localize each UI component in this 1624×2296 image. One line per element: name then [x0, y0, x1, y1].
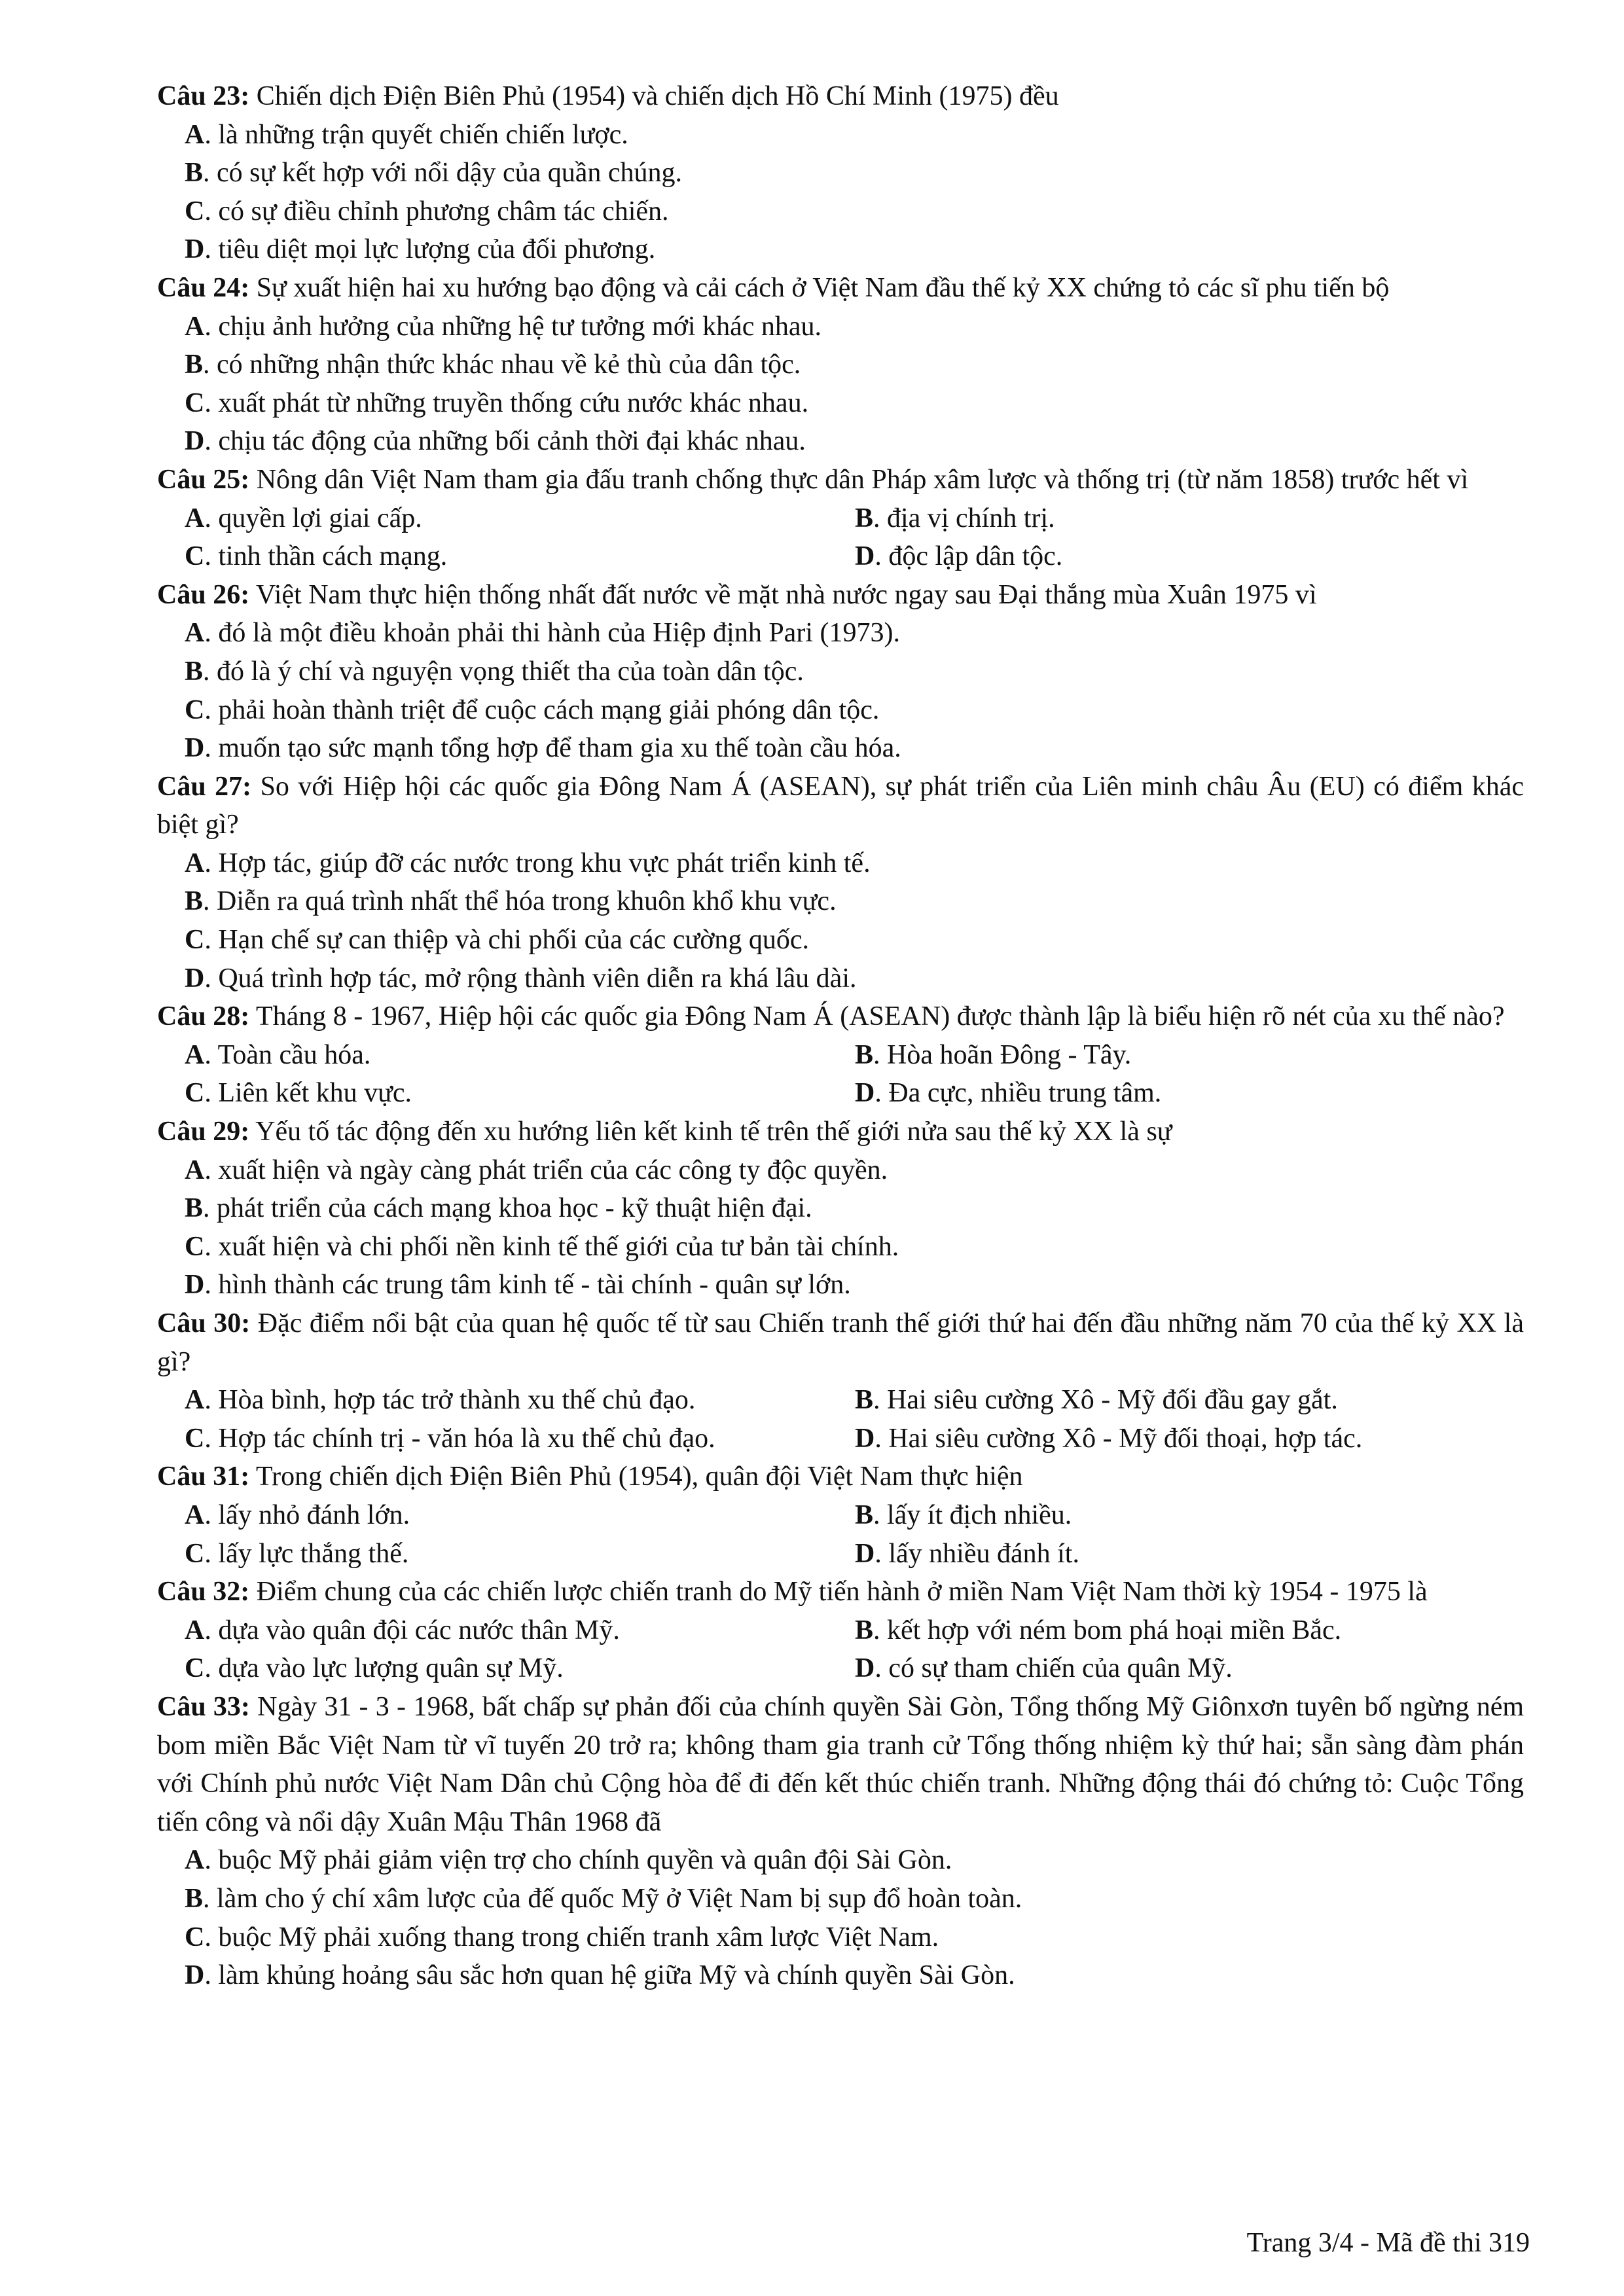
answer-option-b[interactable]: B. phát triển của cách mạng khoa học - kỹ thuật hiện đại. — [185, 1193, 812, 1224]
question-text: Sự xuất hiện hai xu hướng bạo động và cải cách ở Việt Nam đầu thế kỷ XX chứng tỏ các sĩ phu tiến bộ — [256, 272, 1390, 303]
option-text: có sự kết hợp với nổi dậy của quần chúng. — [217, 158, 683, 188]
answer-option-b[interactable]: B. Hai siêu cường Xô - Mỹ đối đầu gay gắt. — [855, 1385, 1338, 1416]
answer-option-a[interactable]: A. lấy nhỏ đánh lớn. — [185, 1499, 410, 1530]
option-text: địa vị chính trị. — [887, 503, 1055, 533]
answer-option-c[interactable]: C. xuất phát từ những truyền thống cứu nước khác nhau. — [185, 387, 809, 418]
option-text: xuất hiện và chi phối nền kinh tế thế giới của tư bản tài chính. — [218, 1231, 899, 1262]
option-text: hình thành các trung tâm kinh tế - tài chính - quân sự lớn. — [218, 1270, 851, 1300]
answer-option-d[interactable]: D. chịu tác động của những bối cảnh thời đại khác nhau. — [185, 426, 806, 457]
option-key: A — [185, 1039, 205, 1070]
answer-option-d[interactable]: D. làm khủng hoảng sâu sắc hơn quan hệ giữa Mỹ và chính quyền Sài Gòn. — [185, 1960, 1015, 1991]
question-block — [157, 1304, 1524, 1458]
option-key: B — [185, 656, 204, 687]
question-number: Câu 28: — [157, 1001, 250, 1032]
option-key: B — [185, 1883, 204, 1914]
option-key: B — [185, 1193, 204, 1224]
question-number: Câu 25: — [157, 464, 250, 495]
question-block — [157, 576, 1524, 768]
option-key: D — [855, 1078, 875, 1109]
answer-option-a[interactable]: A. buộc Mỹ phải giảm viện trợ cho chính quyền và quân đội Sài Gòn. — [185, 1845, 952, 1876]
option-key: D — [855, 1653, 875, 1684]
option-key: C — [185, 1538, 205, 1569]
option-key: A — [185, 119, 205, 150]
option-key: C — [185, 1922, 205, 1952]
answer-options — [157, 1611, 1524, 1688]
answer-options — [157, 116, 1524, 269]
question-text: Điểm chung của các chiến lược chiến tranh do Mỹ tiến hành ở miền Nam Việt Nam thời kỳ 1954 - 1975 là — [256, 1577, 1428, 1607]
question-block — [157, 77, 1524, 269]
option-key: D — [185, 426, 205, 457]
option-text: muốn tạo sức mạnh tổng hợp để tham gia xu thế toàn cầu hóa. — [218, 733, 901, 764]
option-text: làm cho ý chí xâm lược của đế quốc Mỹ ở Việt Nam bị sụp đổ hoàn toàn. — [217, 1883, 1022, 1914]
answer-option-d[interactable]: D. tiêu diệt mọi lực lượng của đối phương. — [185, 234, 656, 265]
option-key: C — [185, 1653, 205, 1684]
answer-option-a[interactable]: A. chịu ảnh hưởng của những hệ tư tưởng mới khác nhau. — [185, 311, 822, 342]
option-key: A — [185, 1615, 205, 1645]
question-block — [157, 269, 1524, 461]
question-stem — [157, 269, 1524, 308]
question-block — [157, 1113, 1524, 1304]
option-key: D — [185, 1960, 205, 1991]
question-stem — [157, 1688, 1524, 1841]
option-text: Hai siêu cường Xô - Mỹ đối thoại, hợp tác. — [888, 1423, 1363, 1454]
option-key: D — [855, 541, 875, 572]
question-number: Câu 29: — [157, 1117, 250, 1147]
answer-option-a[interactable]: A. đó là một điều khoản phải thi hành của Hiệp định Pari (1973). — [185, 618, 900, 649]
option-key: C — [185, 387, 205, 418]
question-number: Câu 24: — [157, 272, 250, 303]
option-text: Toàn cầu hóa. — [217, 1039, 371, 1070]
option-text: làm khủng hoảng sâu sắc hơn quan hệ giữa Mỹ và chính quyền Sài Gòn. — [218, 1960, 1015, 1991]
answer-option-a[interactable]: A. là những trận quyết chiến chiến lược. — [185, 119, 628, 150]
exam-page — [157, 77, 1524, 1995]
option-text: phải hoàn thành triệt để cuộc cách mạng giải phóng dân tộc. — [218, 694, 880, 725]
option-text: Liên kết khu vực. — [218, 1078, 412, 1109]
option-text: Hòa bình, hợp tác trở thành xu thế chủ đạo. — [218, 1385, 696, 1416]
question-stem — [157, 768, 1524, 844]
option-key: B — [855, 1385, 874, 1416]
answer-option-b[interactable]: B. có những nhận thức khác nhau về kẻ thù của dân tộc. — [185, 350, 801, 380]
answer-option-c[interactable]: C. Hạn chế sự can thiệp và chi phối của các cường quốc. — [185, 925, 810, 956]
question-text: Yếu tố tác động đến xu hướng liên kết kinh tế trên thế giới nửa sau thế kỷ XX là sự — [255, 1117, 1172, 1147]
option-key: C — [185, 694, 205, 725]
option-key: A — [185, 1499, 205, 1530]
option-key: B — [185, 886, 204, 917]
option-key: A — [185, 311, 205, 342]
answer-option-c[interactable]: C. phải hoàn thành triệt để cuộc cách mạng giải phóng dân tộc. — [185, 694, 880, 725]
option-key: B — [855, 503, 874, 533]
option-text: buộc Mỹ phải giảm viện trợ cho chính quyền và quân đội Sài Gòn. — [218, 1845, 952, 1876]
option-key: C — [185, 196, 205, 226]
answer-option-c[interactable]: C. Liên kết khu vực. — [185, 1078, 412, 1109]
question-text: So với Hiệp hội các quốc gia Đông Nam Á (ASEAN), sự phát triển của Liên minh châu Âu (EU) có điểm khác biệt gì? — [157, 771, 1524, 840]
question-number: Câu 23: — [157, 81, 250, 111]
answer-options — [157, 1841, 1524, 1994]
question-number: Câu 30: — [157, 1308, 251, 1338]
option-key: B — [185, 350, 204, 380]
option-text: chịu tác động của những bối cảnh thời đại khác nhau. — [218, 426, 806, 457]
option-text: xuất hiện và ngày càng phát triển của các công ty độc quyền. — [218, 1155, 888, 1185]
answer-option-b[interactable]: B. kết hợp với ném bom phá hoại miền Bắc. — [855, 1615, 1342, 1645]
answer-option-a[interactable]: A. Hòa bình, hợp tác trở thành xu thế chủ đạo. — [185, 1385, 696, 1416]
option-key: A — [185, 1155, 205, 1185]
question-block — [157, 1688, 1524, 1995]
answer-options — [157, 614, 1524, 767]
option-text: có những nhận thức khác nhau về kẻ thù của dân tộc. — [217, 350, 801, 380]
option-text: là những trận quyết chiến chiến lược. — [218, 119, 628, 150]
option-key: D — [855, 1423, 875, 1454]
question-block — [157, 768, 1524, 998]
question-stem — [157, 461, 1524, 499]
option-text: chịu ảnh hưởng của những hệ tư tưởng mới khác nhau. — [218, 311, 822, 342]
option-key: C — [185, 1231, 205, 1262]
option-key: A — [185, 618, 205, 649]
option-text: Hợp tác, giúp đỡ các nước trong khu vực phát triển kinh tế. — [218, 848, 871, 878]
option-text: có sự điều chỉnh phương châm tác chiến. — [218, 196, 669, 226]
answer-option-b[interactable]: B. Hòa hoãn Đông - Tây. — [855, 1039, 1132, 1070]
answer-option-b[interactable]: B. lấy ít địch nhiều. — [855, 1499, 1072, 1530]
answer-option-a[interactable]: A. quyền lợi giai cấp. — [185, 503, 422, 533]
option-key: A — [185, 1385, 205, 1416]
option-key: A — [185, 1845, 205, 1876]
option-key: D — [185, 234, 205, 265]
question-block — [157, 1458, 1524, 1573]
answer-options — [157, 844, 1524, 997]
option-key: D — [185, 963, 205, 994]
question-number: Câu 31: — [157, 1462, 250, 1492]
option-key: D — [855, 1538, 875, 1569]
option-text: Đa cực, nhiều trung tâm. — [888, 1078, 1162, 1109]
question-text: Nông dân Việt Nam tham gia đấu tranh chống thực dân Pháp xâm lược và thống trị (từ năm 1858) trước hết vì — [256, 464, 1469, 495]
answer-option-b[interactable]: B. Diễn ra quá trình nhất thể hóa trong khuôn khổ khu vực. — [185, 886, 837, 917]
question-stem — [157, 997, 1524, 1036]
question-number: Câu 26: — [157, 579, 250, 610]
option-text: Hợp tác chính trị - văn hóa là xu thế chủ đạo. — [218, 1423, 715, 1454]
option-text: Diễn ra quá trình nhất thể hóa trong khuôn khổ khu vực. — [217, 886, 837, 917]
answer-option-b[interactable]: B. làm cho ý chí xâm lược của đế quốc Mỹ ở Việt Nam bị sụp đổ hoàn toàn. — [185, 1883, 1022, 1914]
answer-option-d[interactable]: D. Hai siêu cường Xô - Mỹ đối thoại, hợp tác. — [855, 1423, 1363, 1454]
question-text: Việt Nam thực hiện thống nhất đất nước về mặt nhà nước ngay sau Đại thắng mùa Xuân 1975 vì — [255, 579, 1317, 610]
option-text: dựa vào quân đội các nước thân Mỹ. — [218, 1615, 620, 1645]
question-text: Đặc điểm nổi bật của quan hệ quốc tế từ sau Chiến tranh thế giới thứ hai đến đầu những năm 70 của thế kỷ XX là gì? — [157, 1308, 1524, 1377]
answer-option-d[interactable]: D. Quá trình hợp tác, mở rộng thành viên diễn ra khá lâu dài. — [185, 963, 857, 994]
question-stem — [157, 1113, 1524, 1151]
question-text: Tháng 8 - 1967, Hiệp hội các quốc gia Đông Nam Á (ASEAN) được thành lập là biểu hiện rõ nét của xu thế nào? — [255, 1001, 1505, 1032]
answer-option-d[interactable]: D. lấy nhiều đánh ít. — [855, 1538, 1079, 1569]
option-key: A — [185, 503, 205, 533]
page-footer: Trang 3/4 - Mã đề thi 319 — [1246, 2228, 1530, 2258]
option-text: quyền lợi giai cấp. — [218, 503, 422, 533]
answer-option-d[interactable]: D. Đa cực, nhiều trung tâm. — [855, 1078, 1162, 1109]
option-key: C — [185, 541, 205, 572]
answer-option-b[interactable]: B. đó là ý chí và nguyện vọng thiết tha của toàn dân tộc. — [185, 656, 804, 687]
question-stem — [157, 1458, 1524, 1496]
question-stem — [157, 1573, 1524, 1611]
option-key: A — [185, 848, 205, 878]
answer-options — [157, 308, 1524, 461]
question-block — [157, 461, 1524, 576]
question-stem — [157, 576, 1524, 615]
option-text: Quá trình hợp tác, mở rộng thành viên diễn ra khá lâu dài. — [218, 963, 857, 994]
answer-option-d[interactable]: D. hình thành các trung tâm kinh tế - tài chính - quân sự lớn. — [185, 1270, 851, 1300]
option-text: phát triển của cách mạng khoa học - kỹ thuật hiện đại. — [217, 1193, 812, 1224]
question-number: Câu 32: — [157, 1577, 250, 1607]
option-text: lấy ít địch nhiều. — [887, 1499, 1072, 1530]
option-text: dựa vào lực lượng quân sự Mỹ. — [218, 1653, 564, 1684]
option-key: C — [185, 1423, 205, 1454]
option-key: D — [185, 1270, 205, 1300]
option-text: Hòa hoãn Đông - Tây. — [887, 1039, 1132, 1070]
question-stem — [157, 77, 1524, 116]
option-key: C — [185, 1078, 205, 1109]
option-text: kết hợp với ném bom phá hoại miền Bắc. — [887, 1615, 1342, 1645]
question-text: Ngày 31 - 3 - 1968, bất chấp sự phản đối của chính quyền Sài Gòn, Tổng thống Mỹ Giônxơn tuyên bố ngừng ném bom miền Bắc Việt Nam từ vĩ tuyến 20 trở ra; không tham gia tranh cử Tổng thống nhiệm kỳ thứ hai; sẵn sàng đàm phán với Chính phủ nước Việt Nam Dân chủ Cộng hòa để đi đến kết thúc chiến tranh. Những động thái đó chứng tỏ: Cuộc Tổng tiến công và nổi dậy Xuân Mậu Thân 1968 đã — [157, 1691, 1524, 1837]
answer-option-c[interactable]: C. tinh thần cách mạng. — [185, 541, 448, 572]
option-text: tinh thần cách mạng. — [218, 541, 448, 572]
answer-option-c[interactable]: C. dựa vào lực lượng quân sự Mỹ. — [185, 1653, 564, 1684]
option-key: B — [855, 1499, 874, 1530]
question-text: Chiến dịch Điện Biên Phủ (1954) và chiến dịch Hồ Chí Minh (1975) đều — [256, 81, 1059, 111]
option-text: xuất phát từ những truyền thống cứu nước khác nhau. — [218, 387, 809, 418]
answer-options — [157, 1496, 1524, 1573]
answer-option-d[interactable]: D. có sự tham chiến của quân Mỹ. — [855, 1653, 1233, 1684]
question-block — [157, 1573, 1524, 1688]
answer-option-a[interactable]: A. dựa vào quân đội các nước thân Mỹ. — [185, 1615, 620, 1645]
answer-options — [157, 1151, 1524, 1304]
answer-option-b[interactable]: B. địa vị chính trị. — [855, 503, 1055, 533]
option-text: có sự tham chiến của quân Mỹ. — [888, 1653, 1233, 1684]
option-key: B — [185, 158, 204, 188]
answer-option-c[interactable]: C. Hợp tác chính trị - văn hóa là xu thế chủ đạo. — [185, 1423, 715, 1454]
option-key: B — [855, 1615, 874, 1645]
option-text: lấy nhỏ đánh lớn. — [218, 1499, 410, 1530]
question-number: Câu 27: — [157, 771, 252, 802]
question-number: Câu 33: — [157, 1691, 250, 1722]
answer-option-b[interactable]: B. có sự kết hợp với nổi dậy của quần chúng. — [185, 158, 683, 188]
option-key: D — [185, 733, 205, 764]
answer-option-c[interactable]: C. buộc Mỹ phải xuống thang trong chiến tranh xâm lược Việt Nam. — [185, 1922, 939, 1952]
answer-options — [157, 1381, 1524, 1458]
option-text: tiêu diệt mọi lực lượng của đối phương. — [218, 234, 656, 265]
answer-option-d[interactable]: D. độc lập dân tộc. — [855, 541, 1063, 572]
answer-options — [157, 499, 1524, 576]
option-text: đó là ý chí và nguyện vọng thiết tha của toàn dân tộc. — [217, 656, 804, 687]
option-text: lấy lực thắng thế. — [218, 1538, 409, 1569]
question-text: Trong chiến dịch Điện Biên Phủ (1954), quân đội Việt Nam thực hiện — [255, 1462, 1023, 1492]
option-text: Hạn chế sự can thiệp và chi phối của các cường quốc. — [218, 925, 810, 956]
answer-option-c[interactable]: C. xuất hiện và chi phối nền kinh tế thế giới của tư bản tài chính. — [185, 1231, 899, 1262]
option-text: đó là một điều khoản phải thi hành của Hiệp định Pari (1973). — [218, 618, 900, 649]
option-text: lấy nhiều đánh ít. — [888, 1538, 1079, 1569]
option-key: B — [855, 1039, 874, 1070]
answer-option-a[interactable]: A. xuất hiện và ngày càng phát triển của các công ty độc quyền. — [185, 1155, 888, 1185]
answer-option-c[interactable]: C. lấy lực thắng thế. — [185, 1538, 409, 1569]
option-key: C — [185, 925, 205, 956]
answer-option-a[interactable]: A. Toàn cầu hóa. — [185, 1039, 371, 1070]
answer-option-d[interactable]: D. muốn tạo sức mạnh tổng hợp để tham gia xu thế toàn cầu hóa. — [185, 733, 901, 764]
question-block — [157, 997, 1524, 1113]
answer-options — [157, 1036, 1524, 1113]
answer-option-a[interactable]: A. Hợp tác, giúp đỡ các nước trong khu vực phát triển kinh tế. — [185, 848, 871, 878]
option-text: độc lập dân tộc. — [888, 541, 1063, 572]
question-stem — [157, 1304, 1524, 1381]
option-text: Hai siêu cường Xô - Mỹ đối đầu gay gắt. — [887, 1385, 1338, 1416]
answer-option-c[interactable]: C. có sự điều chỉnh phương châm tác chiến. — [185, 196, 669, 226]
option-text: buộc Mỹ phải xuống thang trong chiến tranh xâm lược Việt Nam. — [218, 1922, 939, 1952]
